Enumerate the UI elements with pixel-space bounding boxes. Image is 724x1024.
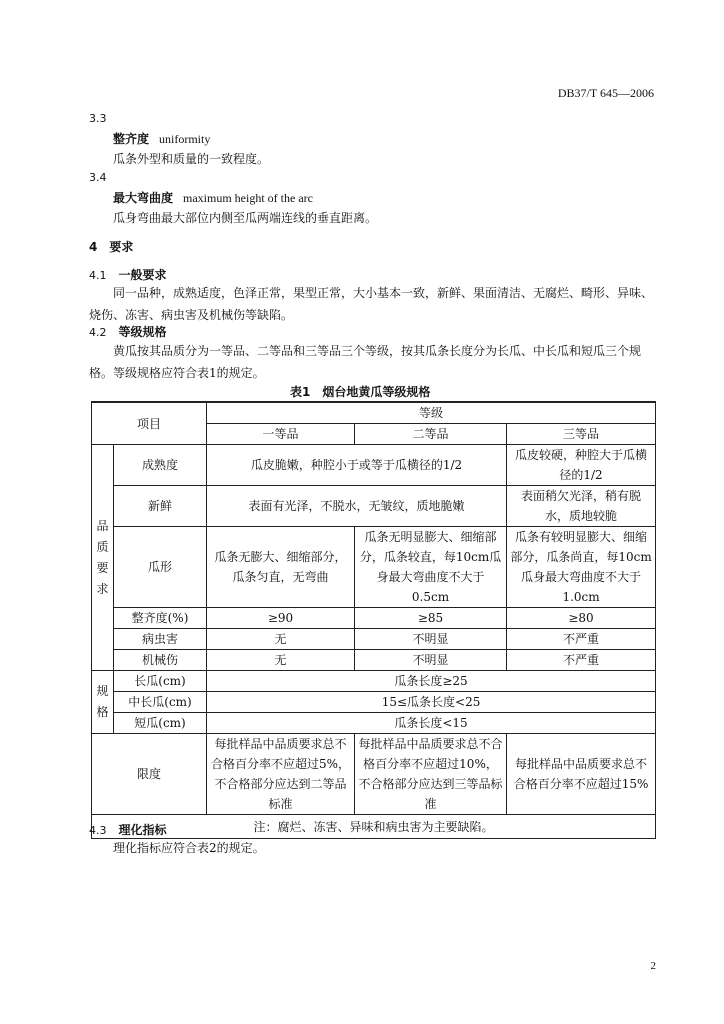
term-uniformity: [113, 130, 210, 147]
header-grade-1: 一等品: [207, 424, 355, 445]
paragraph-general-requirements: 同一品种，成熟适度，色泽正常，果型正常，大小基本一致，新鲜、果面清洁、无腐烂、畸形、异味、烧伤、冻害、病虫害及机械伤等缺陷。: [89, 286, 654, 322]
table-cell: ≥80: [507, 608, 656, 629]
row-label: 限度: [92, 734, 207, 815]
table-cell: 无: [207, 629, 355, 650]
section-title: 等级规格: [118, 325, 167, 339]
row-label: 长瓜(cm): [114, 671, 207, 692]
section-heading-4-1: [89, 266, 167, 283]
term-definition: 瓜身弯曲最大部位内侧至瓜两端连线的垂直距离。: [113, 211, 378, 225]
section-heading-4-3: [89, 821, 167, 838]
table-row: [92, 608, 656, 629]
table-cell: 瓜皮脆嫩，种腔小于或等于瓜横径的1/2: [207, 445, 507, 486]
paragraph-grade-spec: 黄瓜按其品质分为一等品、二等品和三等品三个等级，按其瓜条长度分为长瓜、中长瓜和短瓜三个规格。等级规格应符合表1的规定。: [89, 344, 642, 380]
table-cell: 每批样品中品质要求总不合格百分率不应超过15%: [507, 734, 656, 815]
paragraph-physicochemical: 理化指标应符合表2的规定。: [113, 841, 265, 855]
row-label: 机械伤: [114, 650, 207, 671]
section-title: 要求: [109, 240, 134, 254]
term-cn: 最大弯曲度: [113, 191, 174, 205]
table-row: [92, 692, 656, 713]
table-row: [92, 734, 656, 815]
row-label: 整齐度(%): [114, 608, 207, 629]
table-cell: 瓜皮较硬，种腔大于瓜横径的1/2: [507, 445, 656, 486]
row-label: 瓜形: [114, 527, 207, 608]
table-cell: 无: [207, 650, 355, 671]
row-label: 病虫害: [114, 629, 207, 650]
table-row: [92, 671, 656, 692]
table-cell: 瓜条长度<15: [207, 713, 656, 734]
term-en: uniformity: [159, 132, 211, 146]
section-heading-4-2: [89, 323, 167, 340]
term-cn: 整齐度: [113, 132, 150, 146]
section-number: 4.2: [89, 326, 107, 339]
table-cell: 表面有光泽，不脱水，无皱纹，质地脆嫩: [207, 486, 507, 527]
table-cell: ≥85: [355, 608, 507, 629]
term-max-arc: [113, 189, 313, 206]
term-en: maximum height of the arc: [183, 191, 313, 205]
section-number: 4: [89, 240, 98, 254]
section-number: 4.1: [89, 269, 107, 282]
table-cell: ≥90: [207, 608, 355, 629]
quality-group-label: 品质要求: [92, 445, 114, 671]
table-cell: 瓜条长度≥25: [207, 671, 656, 692]
term-definition: 瓜条外型和质量的一致程度。: [113, 152, 270, 166]
page-number: 2: [650, 960, 656, 972]
table-cell: 瓜条无明显膨大、细缩部分，瓜条较直，每10cm瓜身最大弯曲度不大于0.5cm: [355, 527, 507, 608]
section-number: 3.3: [89, 112, 107, 125]
row-label: 新鲜: [114, 486, 207, 527]
table-cell: 15≤瓜条长度<25: [207, 692, 656, 713]
table-row: [92, 650, 656, 671]
table-caption: 表1 烟台地黄瓜等级规格: [290, 385, 431, 399]
row-label: 成熟度: [114, 445, 207, 486]
section-title: 一般要求: [118, 268, 167, 282]
table-cell: 每批样品中品质要求总不合格百分率不应超过10%，不合格部分应达到三等品标准: [355, 734, 507, 815]
table-cell: 不严重: [507, 650, 656, 671]
table-cell: 表面稍欠光泽，稍有脱水，质地较脆: [507, 486, 656, 527]
table-cell: 瓜条有较明显膨大、细缩部分，瓜条尚直，每10cm瓜身最大弯曲度不大于1.0cm: [507, 527, 656, 608]
header-item: 项目: [92, 402, 207, 445]
section-title: 理化指标: [118, 823, 167, 837]
section-number: 3.4: [89, 171, 107, 184]
row-label: 中长瓜(cm): [114, 692, 207, 713]
section-number: 4.3: [89, 824, 107, 837]
grade-spec-table: [91, 401, 656, 839]
table-cell: 不明显: [355, 629, 507, 650]
table-cell: 每批样品中品质要求总不合格百分率不应超过5%，不合格部分应达到二等品标准: [207, 734, 355, 815]
row-label: 短瓜(cm): [114, 713, 207, 734]
table-row: [92, 486, 656, 527]
standard-code: DB37/T 645—2006: [557, 86, 654, 100]
table-cell: 不严重: [507, 629, 656, 650]
header-grade: 等级: [207, 402, 656, 424]
table-row: [92, 815, 656, 839]
table-cell: 不明显: [355, 650, 507, 671]
spec-group-label: 规格: [92, 671, 114, 734]
table-cell: 瓜条无膨大、细缩部分，瓜条匀直，无弯曲: [207, 527, 355, 608]
section-heading-4: [89, 238, 133, 255]
table-row: [92, 713, 656, 734]
header-grade-2: 二等品: [355, 424, 507, 445]
table-note: 注：腐烂、冻害、异味和病虫害为主要缺陷。: [92, 815, 656, 839]
table-row: [92, 445, 656, 486]
header-grade-3: 三等品: [507, 424, 656, 445]
table-row: [92, 527, 656, 608]
table-row: [92, 629, 656, 650]
